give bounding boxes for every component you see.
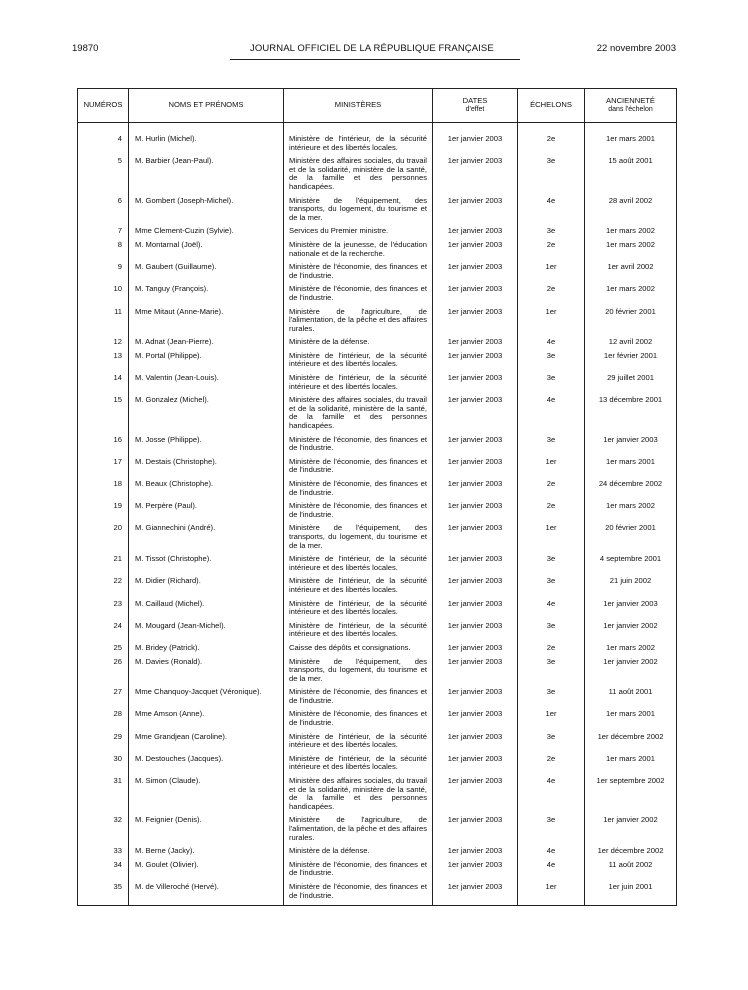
table-row <box>78 600 677 622</box>
cell-nom: M. Caillaud (Michel). <box>129 600 284 622</box>
cell-echelon: 4e <box>518 338 585 352</box>
cell-ministere: Ministère de la jeunesse, de l'éducation nationale et de la recherche. <box>284 241 433 263</box>
cell-echelon: 1er <box>518 263 585 285</box>
cell-echelon: 4e <box>518 777 585 816</box>
table-row <box>78 555 677 577</box>
cell-date-effet: 1er janvier 2003 <box>433 396 518 435</box>
table-row <box>78 861 677 883</box>
cell-ministere: Ministère de l'équipement, des transports, du logement, du tourisme et de la mer. <box>284 197 433 228</box>
cell-nom: M. Gonzalez (Michel). <box>129 396 284 435</box>
cell-date-effet: 1er janvier 2003 <box>433 241 518 263</box>
cell-echelon: 3e <box>518 688 585 710</box>
cell-nom: M. Valentin (Jean-Louis). <box>129 374 284 396</box>
cell-ministere: Ministère de l'économie, des finances et de l'industrie. <box>284 263 433 285</box>
cell-numero: 32 <box>78 816 129 847</box>
nominations-table <box>77 88 677 906</box>
cell-echelon: 4e <box>518 197 585 228</box>
cell-ministere: Ministère de l'intérieur, de la sécurité intérieure et des libertés locales. <box>284 123 433 158</box>
cell-numero: 31 <box>78 777 129 816</box>
cell-date-effet: 1er janvier 2003 <box>433 263 518 285</box>
table-row <box>78 458 677 480</box>
cell-anciennete: 20 février 2001 <box>585 524 677 555</box>
cell-anciennete: 24 décembre 2002 <box>585 480 677 502</box>
col-header-ministeres: MINISTÈRES <box>284 89 433 123</box>
col-header-dates <box>433 89 518 123</box>
cell-anciennete: 1er décembre 2002 <box>585 847 677 861</box>
cell-numero: 9 <box>78 263 129 285</box>
cell-date-effet: 1er janvier 2003 <box>433 502 518 524</box>
cell-numero: 7 <box>78 227 129 241</box>
cell-nom: M. Mougard (Jean-Michel). <box>129 622 284 644</box>
cell-echelon: 2e <box>518 644 585 658</box>
cell-date-effet: 1er janvier 2003 <box>433 123 518 158</box>
cell-numero: 33 <box>78 847 129 861</box>
col-header-anciennete-sub: dans l'échelon <box>608 105 653 113</box>
cell-anciennete: 1er juin 2001 <box>585 883 677 906</box>
cell-numero: 12 <box>78 338 129 352</box>
cell-date-effet: 1er janvier 2003 <box>433 777 518 816</box>
cell-ministere: Ministère de l'intérieur, de la sécurité intérieure et des libertés locales. <box>284 352 433 374</box>
cell-nom: M. Destouches (Jacques). <box>129 755 284 777</box>
cell-date-effet: 1er janvier 2003 <box>433 352 518 374</box>
table-row <box>78 644 677 658</box>
cell-echelon: 4e <box>518 847 585 861</box>
table-row <box>78 157 677 196</box>
cell-nom: M. Portal (Philippe). <box>129 352 284 374</box>
cell-anciennete: 29 juillet 2001 <box>585 374 677 396</box>
cell-numero: 4 <box>78 123 129 158</box>
cell-numero: 14 <box>78 374 129 396</box>
cell-date-effet: 1er janvier 2003 <box>433 688 518 710</box>
cell-anciennete: 1er avril 2002 <box>585 263 677 285</box>
cell-anciennete: 1er mars 2001 <box>585 458 677 480</box>
table-row <box>78 227 677 241</box>
cell-date-effet: 1er janvier 2003 <box>433 480 518 502</box>
cell-ministere: Ministère de l'intérieur, de la sécurité intérieure et des libertés locales. <box>284 577 433 599</box>
cell-anciennete: 1er mars 2002 <box>585 502 677 524</box>
cell-anciennete: 1er mars 2001 <box>585 710 677 732</box>
cell-echelon: 3e <box>518 733 585 755</box>
cell-ministere: Ministère de l'économie, des finances et de l'industrie. <box>284 502 433 524</box>
cell-anciennete: 1er mars 2002 <box>585 241 677 263</box>
cell-ministere: Ministère de l'économie, des finances et de l'industrie. <box>284 285 433 307</box>
cell-numero: 15 <box>78 396 129 435</box>
table-header-row <box>78 89 677 123</box>
cell-numero: 26 <box>78 658 129 689</box>
cell-echelon: 3e <box>518 157 585 196</box>
cell-echelon: 2e <box>518 241 585 263</box>
cell-echelon: 3e <box>518 555 585 577</box>
cell-date-effet: 1er janvier 2003 <box>433 308 518 339</box>
cell-date-effet: 1er janvier 2003 <box>433 658 518 689</box>
cell-anciennete: 15 août 2001 <box>585 157 677 196</box>
table-row <box>78 123 677 158</box>
cell-echelon: 1er <box>518 458 585 480</box>
col-header-anciennete <box>585 89 677 123</box>
table-row <box>78 436 677 458</box>
cell-numero: 22 <box>78 577 129 599</box>
cell-numero: 20 <box>78 524 129 555</box>
cell-numero: 11 <box>78 308 129 339</box>
cell-echelon: 1er <box>518 883 585 906</box>
cell-date-effet: 1er janvier 2003 <box>433 458 518 480</box>
cell-echelon: 3e <box>518 816 585 847</box>
cell-ministere: Ministère de l'économie, des finances et de l'industrie. <box>284 688 433 710</box>
cell-ministere: Ministère de l'équipement, des transports, du logement, du tourisme et de la mer. <box>284 658 433 689</box>
cell-nom: Mme Chanquoy-Jacquet (Véronique). <box>129 688 284 710</box>
cell-echelon: 3e <box>518 622 585 644</box>
cell-numero: 17 <box>78 458 129 480</box>
cell-ministere: Ministère de l'intérieur, de la sécurité intérieure et des libertés locales. <box>284 374 433 396</box>
cell-echelon: 3e <box>518 658 585 689</box>
cell-echelon: 3e <box>518 436 585 458</box>
table-row <box>78 658 677 689</box>
cell-nom: M. Feignier (Denis). <box>129 816 284 847</box>
table-row <box>78 622 677 644</box>
cell-date-effet: 1er janvier 2003 <box>433 285 518 307</box>
cell-echelon: 1er <box>518 710 585 732</box>
col-header-echelons: ÉCHELONS <box>518 89 585 123</box>
cell-ministere: Ministère de l'économie, des finances et de l'industrie. <box>284 861 433 883</box>
cell-numero: 10 <box>78 285 129 307</box>
cell-ministere: Ministère de l'intérieur, de la sécurité intérieure et des libertés locales. <box>284 733 433 755</box>
cell-numero: 21 <box>78 555 129 577</box>
cell-nom: Mme Clement-Cuzin (Sylvie). <box>129 227 284 241</box>
cell-nom: M. Goulet (Olivier). <box>129 861 284 883</box>
cell-anciennete: 1er mars 2001 <box>585 755 677 777</box>
col-header-noms: NOMS ET PRÉNOMS <box>129 89 284 123</box>
table-row <box>78 733 677 755</box>
cell-date-effet: 1er janvier 2003 <box>433 755 518 777</box>
cell-anciennete: 21 juin 2002 <box>585 577 677 599</box>
cell-date-effet: 1er janvier 2003 <box>433 227 518 241</box>
cell-date-effet: 1er janvier 2003 <box>433 524 518 555</box>
cell-nom: M. Perpère (Paul). <box>129 502 284 524</box>
table-row <box>78 502 677 524</box>
cell-anciennete: 1er janvier 2003 <box>585 436 677 458</box>
cell-numero: 28 <box>78 710 129 732</box>
cell-echelon: 3e <box>518 227 585 241</box>
cell-anciennete: 1er janvier 2002 <box>585 816 677 847</box>
cell-numero: 23 <box>78 600 129 622</box>
cell-anciennete: 1er mars 2002 <box>585 644 677 658</box>
cell-nom: Mme Amson (Anne). <box>129 710 284 732</box>
cell-echelon: 1er <box>518 524 585 555</box>
cell-nom: M. Beaux (Christophe). <box>129 480 284 502</box>
cell-anciennete: 20 février 2001 <box>585 308 677 339</box>
journal-title: JOURNAL OFFICIEL DE LA RÉPUBLIQUE FRANÇAISE <box>250 43 494 54</box>
cell-anciennete: 13 décembre 2001 <box>585 396 677 435</box>
cell-numero: 18 <box>78 480 129 502</box>
cell-date-effet: 1er janvier 2003 <box>433 436 518 458</box>
cell-numero: 30 <box>78 755 129 777</box>
table-row <box>78 777 677 816</box>
cell-nom: M. Tissot (Christophe). <box>129 555 284 577</box>
cell-ministere: Ministère de l'intérieur, de la sécurité intérieure et des libertés locales. <box>284 622 433 644</box>
cell-date-effet: 1er janvier 2003 <box>433 577 518 599</box>
table-row <box>78 816 677 847</box>
cell-numero: 29 <box>78 733 129 755</box>
cell-nom: M. Didier (Richard). <box>129 577 284 599</box>
cell-nom: M. Davies (Ronald). <box>129 658 284 689</box>
page-number: 19870 <box>72 43 99 54</box>
cell-ministere: Ministère de l'économie, des finances et de l'industrie. <box>284 436 433 458</box>
table-body <box>78 123 677 906</box>
cell-numero: 27 <box>78 688 129 710</box>
table-row <box>78 308 677 339</box>
cell-nom: M. Josse (Philippe). <box>129 436 284 458</box>
cell-nom: M. Hurlin (Michel). <box>129 123 284 158</box>
col-header-anciennete-label: ANCIENNETÉ <box>606 96 655 106</box>
table-row <box>78 688 677 710</box>
cell-numero: 5 <box>78 157 129 196</box>
cell-echelon: 2e <box>518 123 585 158</box>
table-row <box>78 338 677 352</box>
cell-date-effet: 1er janvier 2003 <box>433 197 518 228</box>
cell-date-effet: 1er janvier 2003 <box>433 600 518 622</box>
page-header <box>0 43 748 57</box>
cell-ministere: Ministère de l'intérieur, de la sécurité intérieure et des libertés locales. <box>284 600 433 622</box>
cell-ministere: Services du Premier ministre. <box>284 227 433 241</box>
cell-ministere: Ministère des affaires sociales, du travail et de la solidarité, ministère de la santé, de la famille et des personnes handicapées. <box>284 777 433 816</box>
cell-nom: Mme Mitaut (Anne-Marie). <box>129 308 284 339</box>
cell-ministere: Ministère de l'économie, des finances et de l'industrie. <box>284 458 433 480</box>
cell-echelon: 3e <box>518 352 585 374</box>
table-row <box>78 285 677 307</box>
cell-nom: M. de Villeroché (Hervé). <box>129 883 284 906</box>
cell-nom: M. Berne (Jacky). <box>129 847 284 861</box>
cell-echelon: 4e <box>518 396 585 435</box>
cell-ministere: Ministère de la défense. <box>284 338 433 352</box>
cell-nom: M. Montarnal (Joël). <box>129 241 284 263</box>
cell-date-effet: 1er janvier 2003 <box>433 847 518 861</box>
cell-anciennete: 1er mars 2002 <box>585 285 677 307</box>
cell-nom: M. Simon (Claude). <box>129 777 284 816</box>
cell-anciennete: 1er janvier 2003 <box>585 600 677 622</box>
cell-ministere: Ministère de l'agriculture, de l'alimentation, de la pêche et des affaires rurales. <box>284 816 433 847</box>
table-row <box>78 524 677 555</box>
cell-nom: M. Adnat (Jean-Pierre). <box>129 338 284 352</box>
cell-nom: M. Gombert (Joseph-Michel). <box>129 197 284 228</box>
table-row <box>78 263 677 285</box>
cell-echelon: 2e <box>518 480 585 502</box>
cell-echelon: 4e <box>518 600 585 622</box>
col-header-dates-sub: d'effet <box>465 105 485 113</box>
cell-anciennete: 11 août 2001 <box>585 688 677 710</box>
table-row <box>78 755 677 777</box>
cell-ministere: Ministère des affaires sociales, du travail et de la solidarité, ministère de la santé, de la famille et des personnes handicapées. <box>284 157 433 196</box>
cell-nom: M. Giannechini (André). <box>129 524 284 555</box>
cell-ministere: Caisse des dépôts et consignations. <box>284 644 433 658</box>
cell-anciennete: 1er janvier 2002 <box>585 658 677 689</box>
cell-numero: 16 <box>78 436 129 458</box>
cell-echelon: 3e <box>518 374 585 396</box>
table-row <box>78 396 677 435</box>
table-row <box>78 374 677 396</box>
cell-nom: Mme Grandjean (Caroline). <box>129 733 284 755</box>
cell-echelon: 2e <box>518 285 585 307</box>
cell-numero: 13 <box>78 352 129 374</box>
cell-ministere: Ministère de l'intérieur, de la sécurité intérieure et des libertés locales. <box>284 555 433 577</box>
header-rule <box>230 59 520 60</box>
cell-anciennete: 1er mars 2001 <box>585 123 677 158</box>
cell-date-effet: 1er janvier 2003 <box>433 710 518 732</box>
table-row <box>78 241 677 263</box>
cell-numero: 34 <box>78 861 129 883</box>
table-row <box>78 197 677 228</box>
cell-date-effet: 1er janvier 2003 <box>433 338 518 352</box>
table-row <box>78 883 677 906</box>
cell-numero: 35 <box>78 883 129 906</box>
cell-date-effet: 1er janvier 2003 <box>433 644 518 658</box>
cell-anciennete: 11 août 2002 <box>585 861 677 883</box>
cell-nom: M. Barbier (Jean-Paul). <box>129 157 284 196</box>
cell-echelon: 4e <box>518 861 585 883</box>
table-row <box>78 710 677 732</box>
cell-ministere: Ministère de l'économie, des finances et de l'industrie. <box>284 883 433 906</box>
cell-ministere: Ministère de l'équipement, des transports, du logement, du tourisme et de la mer. <box>284 524 433 555</box>
cell-anciennete: 1er janvier 2002 <box>585 622 677 644</box>
cell-nom: M. Bridey (Patrick). <box>129 644 284 658</box>
cell-echelon: 2e <box>518 502 585 524</box>
cell-anciennete: 12 avril 2002 <box>585 338 677 352</box>
cell-anciennete: 1er décembre 2002 <box>585 733 677 755</box>
cell-nom: M. Gaubert (Guillaume). <box>129 263 284 285</box>
cell-anciennete: 1er février 2001 <box>585 352 677 374</box>
cell-numero: 8 <box>78 241 129 263</box>
cell-date-effet: 1er janvier 2003 <box>433 622 518 644</box>
cell-date-effet: 1er janvier 2003 <box>433 374 518 396</box>
cell-date-effet: 1er janvier 2003 <box>433 733 518 755</box>
table-row <box>78 577 677 599</box>
cell-date-effet: 1er janvier 2003 <box>433 157 518 196</box>
cell-anciennete: 28 avril 2002 <box>585 197 677 228</box>
cell-anciennete: 1er mars 2002 <box>585 227 677 241</box>
cell-numero: 19 <box>78 502 129 524</box>
cell-ministere: Ministère de la défense. <box>284 847 433 861</box>
cell-echelon: 2e <box>518 755 585 777</box>
cell-numero: 24 <box>78 622 129 644</box>
cell-date-effet: 1er janvier 2003 <box>433 861 518 883</box>
cell-numero: 25 <box>78 644 129 658</box>
col-header-numeros: NUMÉROS <box>78 89 129 123</box>
cell-ministere: Ministère de l'économie, des finances et de l'industrie. <box>284 480 433 502</box>
table-row <box>78 352 677 374</box>
cell-date-effet: 1er janvier 2003 <box>433 555 518 577</box>
cell-ministere: Ministère de l'économie, des finances et de l'industrie. <box>284 710 433 732</box>
cell-nom: M. Tanguy (François). <box>129 285 284 307</box>
cell-anciennete: 4 septembre 2001 <box>585 555 677 577</box>
cell-ministere: Ministère de l'agriculture, de l'alimentation, de la pêche et des affaires rurales. <box>284 308 433 339</box>
cell-echelon: 1er <box>518 308 585 339</box>
cell-numero: 6 <box>78 197 129 228</box>
cell-ministere: Ministère des affaires sociales, du travail et de la solidarité, ministère de la santé, de la famille et des personnes handicapées. <box>284 396 433 435</box>
cell-anciennete: 1er septembre 2002 <box>585 777 677 816</box>
issue-date: 22 novembre 2003 <box>596 43 676 54</box>
table-row <box>78 847 677 861</box>
cell-date-effet: 1er janvier 2003 <box>433 816 518 847</box>
col-header-dates-label: DATES <box>462 96 488 106</box>
cell-date-effet: 1er janvier 2003 <box>433 883 518 906</box>
cell-echelon: 3e <box>518 577 585 599</box>
cell-nom: M. Destais (Christophe). <box>129 458 284 480</box>
cell-ministere: Ministère de l'intérieur, de la sécurité intérieure et des libertés locales. <box>284 755 433 777</box>
table-row <box>78 480 677 502</box>
